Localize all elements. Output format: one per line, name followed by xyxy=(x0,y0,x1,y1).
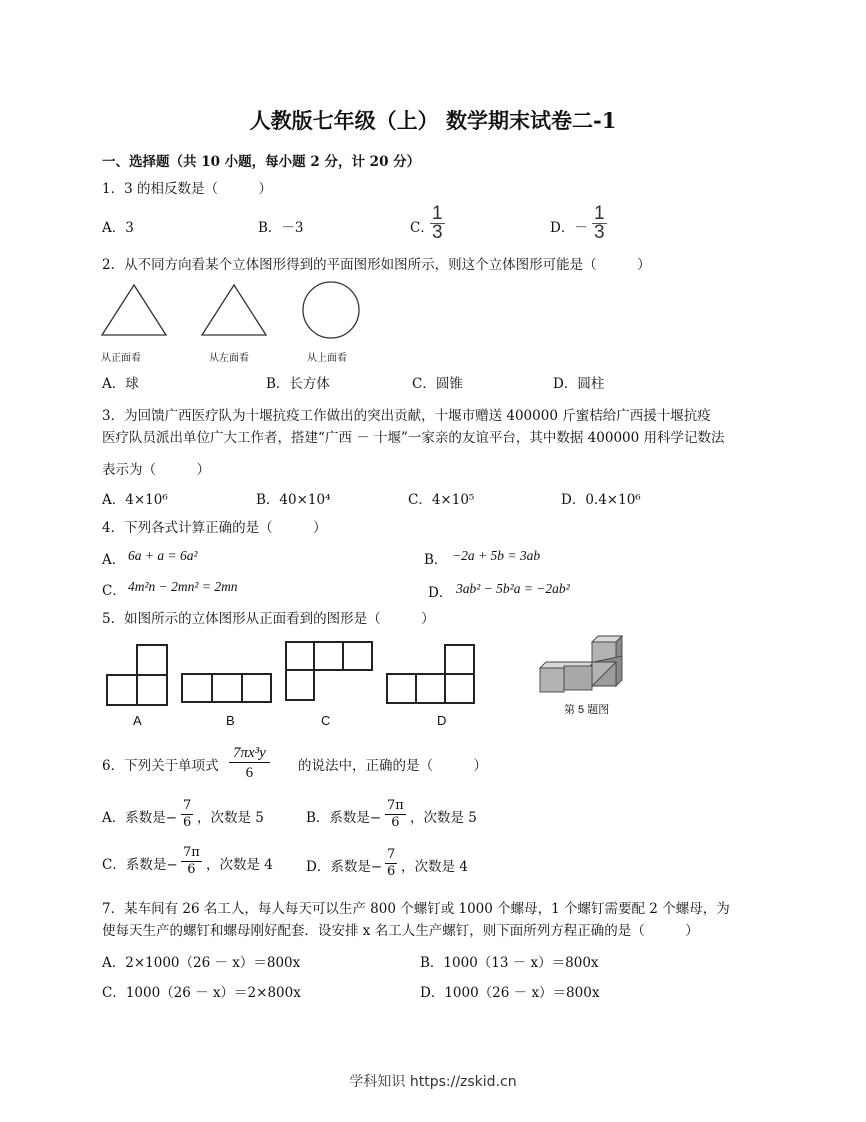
caption-top-view: 从上面看 xyxy=(307,353,347,364)
q7-option-c: C．1000（26 － x）＝2×800x xyxy=(102,985,301,1001)
question-7-line-1: 7．某车间有 26 名工人，每人每天可以生产 800 个螺钉或 1000 个螺母，1 个螺钉需要配 2 个螺母，为 xyxy=(102,901,730,917)
fraction-numerator: 1 xyxy=(594,203,605,224)
fraction-denominator: 6 xyxy=(245,765,254,781)
question-3-line-2: 医疗队员派出单位广大工作者，搭建“广西 － 十堰”一家亲的友谊平台，其中数据 400000 用科学记数法 xyxy=(102,430,725,446)
q3-option-a: A．4×10⁶ xyxy=(102,492,168,508)
view-b xyxy=(182,674,271,702)
q7-option-a: A．2×1000（26 － x）＝800x xyxy=(102,955,301,971)
fraction-denominator: 6 xyxy=(183,815,192,830)
q6-option-c-fraction xyxy=(181,845,202,878)
view-c xyxy=(286,642,372,700)
q4-option-d-prefix: D． xyxy=(428,585,453,601)
question-6-suffix: 的说法中，正确的是（ ） xyxy=(298,758,487,774)
section-heading: 一、选择题（共 10 小题，每小题 2 分，计 20 分） xyxy=(102,154,421,170)
q3-option-d: D．0.4×10⁶ xyxy=(561,492,641,508)
q7-option-b: B．1000（13 － x）＝800x xyxy=(420,955,599,971)
q6-option-b-prefix: B．系数是− xyxy=(306,810,382,826)
question-4-stem: 4．下列各式计算正确的是（ ） xyxy=(102,520,327,536)
q6-monomial-fraction xyxy=(229,744,270,783)
q1-option-a: A．3 xyxy=(102,220,134,236)
top-view-circle xyxy=(303,282,359,338)
q6-option-d-fraction xyxy=(385,847,397,880)
q4-option-d: 3ab² − 5b²a = −2ab² xyxy=(456,581,570,596)
question-1-stem: 1．3 的相反数是（ ） xyxy=(102,181,272,197)
q2-option-d: D．圆柱 xyxy=(553,376,605,392)
q4-option-b-prefix: B． xyxy=(424,552,448,568)
q4-option-b: −2a + 5b = 3ab xyxy=(452,548,541,563)
fraction-denominator: 6 xyxy=(391,815,400,830)
question-5-stem: 5．如图所示的立体图形从正面看到的图形是（ ） xyxy=(102,611,435,627)
q5-answer-views-figure xyxy=(100,636,640,712)
q1-option-d-prefix: D．－ xyxy=(550,220,588,236)
fraction-numerator: 7πx³y xyxy=(229,744,270,763)
fraction-numerator: 7 xyxy=(183,798,192,813)
q6-option-a-suffix: ，次数是 5 xyxy=(197,810,264,826)
q6-option-a-fraction xyxy=(181,798,193,831)
front-view-triangle xyxy=(102,285,166,335)
fraction-numerator: 7 xyxy=(387,847,396,862)
fraction-denominator: 3 xyxy=(594,222,605,243)
q5-label-a: A xyxy=(133,713,142,728)
caption-front-view: 从正面看 xyxy=(101,353,141,364)
q3-option-c: C．4×10⁵ xyxy=(408,492,475,508)
q5-solid-figure xyxy=(540,636,622,692)
question-2-stem: 2．从不同方向看某个立体图形得到的平面图形如图所示，则这个立体图形可能是（ ） xyxy=(102,257,651,273)
footer-watermark: 学科知识 https://zskid.cn xyxy=(349,1074,517,1090)
q1-option-c-prefix: C． xyxy=(410,220,434,236)
q6-option-b-fraction xyxy=(385,798,406,831)
q6-option-b-suffix: ，次数是 5 xyxy=(410,810,477,826)
q5-label-d: D xyxy=(437,713,447,728)
left-view-triangle xyxy=(202,285,266,335)
q2-three-views-figure xyxy=(100,283,370,345)
q6-option-d-suffix: ，次数是 4 xyxy=(401,859,468,875)
q1-option-b: B．－3 xyxy=(258,220,304,236)
caption-left-view: 从左面看 xyxy=(209,353,249,364)
q7-option-d: D．1000（26 － x）＝800x xyxy=(420,985,600,1001)
q2-option-b: B．长方体 xyxy=(266,376,330,392)
page-title: 人教版七年级（上） 数学期末试卷二-1 xyxy=(249,108,617,133)
q3-option-b: B．40×10⁴ xyxy=(256,492,331,508)
view-d xyxy=(387,645,474,703)
q5-label-c: C xyxy=(321,713,331,728)
fraction-numerator: 7π xyxy=(183,845,200,860)
q5-label-b: B xyxy=(226,713,235,728)
fraction-numerator: 1 xyxy=(432,203,443,224)
question-7-line-2: 使每天生产的螺钉和螺母刚好配套．设安排 x 名工人生产螺钉，则下面所列方程正确的是（ ） xyxy=(102,923,699,939)
question-3-line-3: 表示为（ ） xyxy=(102,462,210,478)
q2-option-c: C．圆锥 xyxy=(412,376,463,392)
q6-option-c-suffix: ，次数是 4 xyxy=(206,857,273,873)
q6-option-c-prefix: C．系数是− xyxy=(102,857,178,873)
q4-option-a: 6a + a = 6a² xyxy=(128,548,198,563)
q6-option-a-prefix: A．系数是− xyxy=(102,810,178,826)
fraction-denominator: 3 xyxy=(432,222,443,243)
fraction-denominator: 6 xyxy=(187,862,196,877)
q5-figure-caption: 第 5 题图 xyxy=(564,704,610,716)
q2-option-a: A．球 xyxy=(102,376,139,392)
fraction-denominator: 6 xyxy=(387,864,396,879)
question-3-line-1: 3．为回馈广西医疗队为十堰抗疫工作做出的突出贡献，十堰市赠送 400000 斤蜜桔给广西援十堰抗疫 xyxy=(102,408,711,424)
fraction-numerator: 7π xyxy=(387,798,404,813)
view-a xyxy=(107,645,167,705)
q1-option-d-fraction xyxy=(592,205,607,242)
q4-option-a-prefix: A． xyxy=(102,552,126,568)
q1-option-c-fraction xyxy=(430,205,445,242)
question-6-prefix: 6．下列关于单项式 xyxy=(102,758,219,774)
q6-option-d-prefix: D．系数是− xyxy=(306,859,383,875)
q4-option-c: 4m²n − 2mn² = 2mn xyxy=(128,579,238,594)
q4-option-c-prefix: C． xyxy=(102,583,126,599)
